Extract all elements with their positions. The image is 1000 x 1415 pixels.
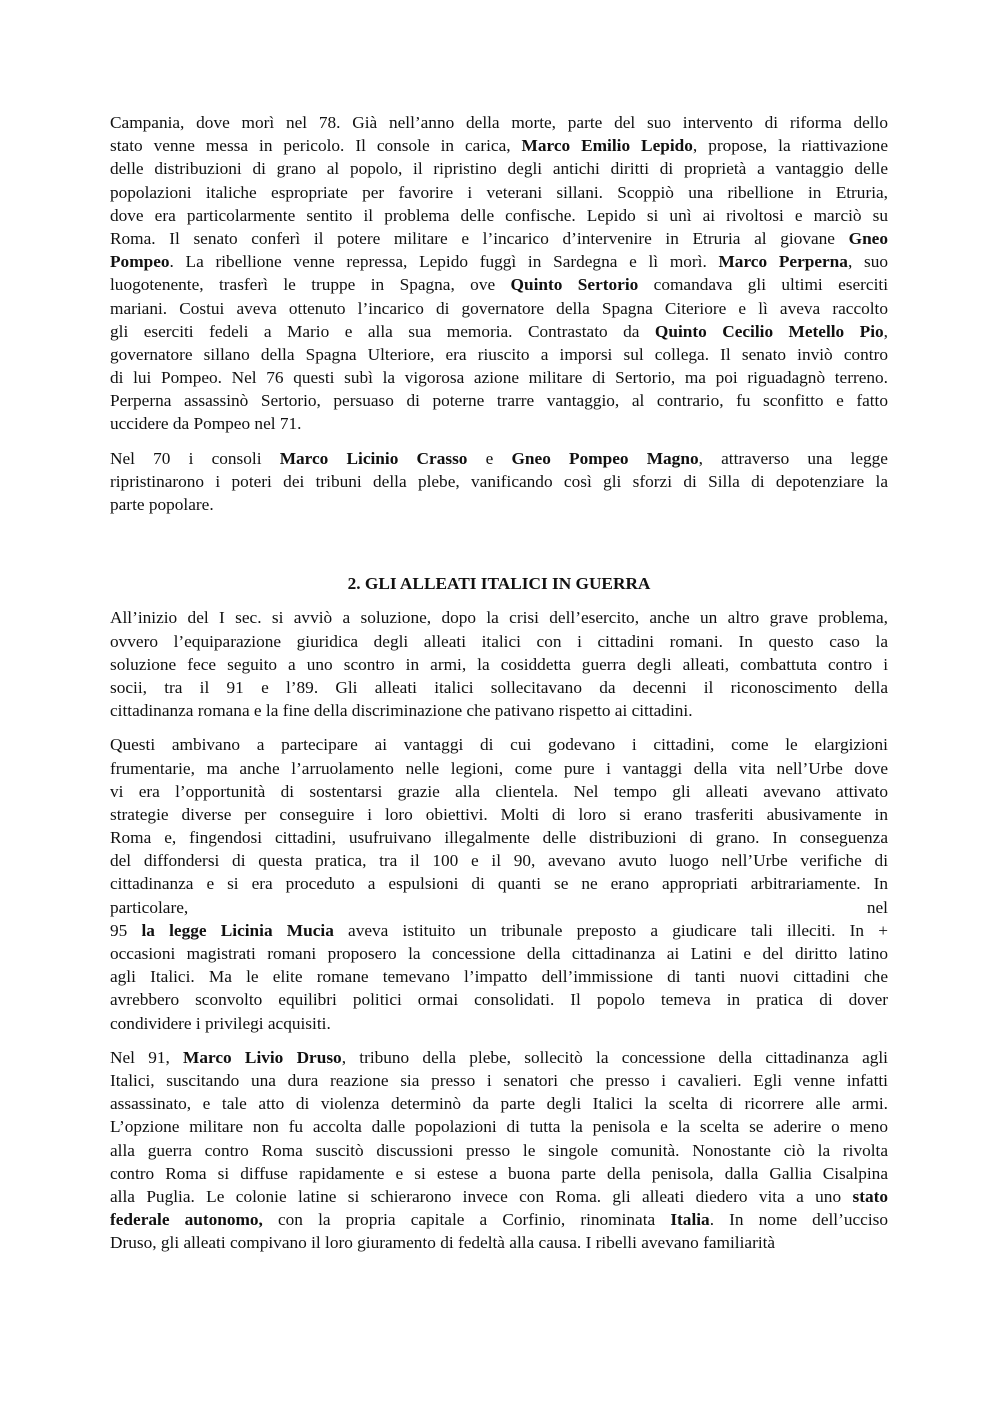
text-run: , propose, la riattivazione xyxy=(692,136,888,156)
text-run: del diffondersi di questa pratica, tra il 100 e il 90, avevano avuto luogo nell’Urbe verifiche di xyxy=(110,851,888,871)
text-run: aveva istituito un tribunale preposto a giudicare tali illeciti. In + xyxy=(333,920,888,940)
paragraph-crasso-pompeo xyxy=(110,447,888,517)
text-line xyxy=(110,1185,888,1208)
text-run: dove era particolarmente sentito il problema delle confische. Lepido si unì ai rivoltosi e marciò su xyxy=(110,205,888,225)
text-run: . In nome dell’ucciso xyxy=(709,1210,888,1230)
text-run: vi era l’opportunità di sostentarsi grazie alla clientela. Nel tempo gli alleati avevano attivato xyxy=(110,781,888,801)
bold-name: Marco Livio Druso xyxy=(183,1047,342,1067)
text-run: Nel 91, xyxy=(110,1047,184,1067)
bold-name: federale autonomo, xyxy=(110,1210,263,1230)
bold-name: Marco Perperna xyxy=(718,252,848,272)
text-line xyxy=(110,803,888,826)
text-run: ripristinarono i poteri dei tribuni della plebe, vanificando così gli sforzi di Silla di depotenziare la xyxy=(110,471,888,491)
text-line xyxy=(110,412,888,435)
text-run: soluzione fece seguito a uno scontro in armi, la cosiddetta guerra degli alleati, combattuta contro i xyxy=(110,654,888,674)
text-line xyxy=(110,297,888,320)
bold-name: Marco Emilio Lepido xyxy=(521,136,693,156)
text-line xyxy=(110,111,888,134)
paragraph-alleati-intro xyxy=(110,606,888,722)
text-line xyxy=(110,1012,888,1035)
paragraph-lepido-sertorio xyxy=(110,111,888,436)
section-heading: 2. GLI ALLEATI ITALICI IN GUERRA xyxy=(347,574,651,594)
text-run: gli eserciti fedeli a Mario e alla sua memoria. Contrastato da xyxy=(110,321,655,341)
bold-name: Marco Licinio Crasso xyxy=(279,448,468,468)
text-run: Questi ambivano a partecipare ai vantaggi di cui godevano i cittadini, come le elargizioni xyxy=(110,735,888,755)
text-line xyxy=(110,227,888,250)
text-line xyxy=(110,653,888,676)
text-line xyxy=(110,896,888,919)
text-run: condividere i privilegi acquisiti. xyxy=(110,1013,331,1033)
text-run: Druso, gli alleati compivano il loro giuramento di fedeltà alla causa. I ribelli avevano familiarità xyxy=(110,1233,776,1253)
text-line xyxy=(110,606,888,629)
text-run: avrebbero sconvolto equilibri politici ormai consolidati. Il popolo temeva in pratica di dover xyxy=(110,990,888,1010)
text-run: L’opzione militare non fu accolta dalle popolazioni di tutta la penisola e la scelta se aderire o meno xyxy=(110,1117,888,1137)
bold-name: stato xyxy=(852,1186,888,1206)
text-line xyxy=(110,1092,888,1115)
text-run: stato venne messa in pericolo. Il console in carica, xyxy=(110,136,522,156)
text-run: socii, tra il 91 e l’89. Gli alleati italici sollecitavano da decenni il riconoscimento della xyxy=(110,677,888,697)
text-line xyxy=(110,676,888,699)
text-line xyxy=(110,343,888,366)
document-page xyxy=(110,111,888,1254)
text-line xyxy=(110,250,888,273)
text-run: Nel 70 i consoli xyxy=(110,448,280,468)
text-line xyxy=(110,389,888,412)
text-run: . La ribellione venne repressa, Lepido fuggì in Sardegna e lì morì. xyxy=(169,252,719,272)
text-line xyxy=(110,470,888,493)
text-line xyxy=(110,273,888,296)
text-line xyxy=(110,826,888,849)
text-run: popolazioni italiche espropriate per favorire i veterani sillani. Scoppiò una ribellione in Etruria, xyxy=(110,182,888,202)
text-run: agli Italici. Ma le elite romane temevano l’impatto dell’immissione di tanti nuovi cittadini che xyxy=(110,967,888,987)
text-run: cittadinanza romana e la fine della discriminazione che pativano rispetto ai cittadini. xyxy=(110,701,693,721)
text-run: Italici, suscitando una dura reazione sia presso i senatori che presso i cavalieri. Egli venne infatti xyxy=(110,1070,888,1090)
text-line xyxy=(110,320,888,343)
text-run: frumentarie, ma anche l’arruolamento nelle legioni, come pure i vantaggi della vita nell’Urbe dove xyxy=(110,758,888,778)
text-line xyxy=(110,157,888,180)
text-run: All’inizio del I sec. si avviò a soluzione, dopo la crisi dell’esercito, anche un altro grave problema, xyxy=(110,608,888,628)
text-line xyxy=(110,733,888,756)
text-line xyxy=(110,630,888,653)
bold-name: Italia xyxy=(670,1210,710,1230)
text-run: con la propria capitale a Corfinio, rinominata xyxy=(262,1210,671,1230)
text-run: strategie diverse per conseguire i loro obiettivi. Molti di loro si erano trasferiti abusivamente in xyxy=(110,804,888,824)
text-line xyxy=(110,493,888,516)
text-line xyxy=(110,1162,888,1185)
text-line xyxy=(110,1139,888,1162)
text-run: alla guerra contro Roma suscitò discussioni presso le singole comunità. Nonostante ciò la rivolta xyxy=(110,1140,888,1160)
text-line xyxy=(110,988,888,1011)
text-run: 95 xyxy=(110,920,142,940)
text-line xyxy=(110,849,888,872)
text-run: , tribuno della plebe, sollecitò la concessione della cittadinanza agli xyxy=(341,1047,888,1067)
text-run: mariani. Costui aveva ottenuto l’incarico di governatore della Spagna Citeriore e lì aveva raccolto xyxy=(110,298,888,318)
text-run: contro Roma si diffuse rapidamente e si estese a buona parte della penisola, dalla Gallia Cisalpina xyxy=(110,1163,888,1183)
text-run: cittadinanza e si era proceduto a espulsioni di quanti se ne erano appropriati arbitrariamente. In xyxy=(110,874,888,894)
text-run: uccidere da Pompeo nel 71. xyxy=(110,414,302,434)
text-line xyxy=(110,757,888,780)
text-run: particolare, nel xyxy=(110,897,888,917)
text-run: alla Puglia. Le colonie latine si schierarono invece con Roma. gli alleati diedero vita a uno xyxy=(110,1186,853,1206)
bold-name: Quinto Cecilio Metello Pio xyxy=(654,321,884,341)
text-line xyxy=(110,965,888,988)
text-run: Roma. Il senato conferì il potere militare e l’incarico d’intervenire in Etruria al giovane xyxy=(110,228,849,248)
text-line xyxy=(110,919,888,942)
text-line xyxy=(110,366,888,389)
text-run: Perperna assassinò Sertorio, persuaso di poterne trarre vantaggio, al contrario, fu sconfitto e fatto xyxy=(110,391,888,411)
text-line xyxy=(110,1115,888,1138)
text-line xyxy=(110,1069,888,1092)
text-line xyxy=(110,1208,888,1231)
text-line xyxy=(110,780,888,803)
text-run: governatore sillano della Spagna Ulteriore, era riuscito a imporsi sul collega. Il senato inviò contro xyxy=(110,344,888,364)
text-run: occasioni magistrati romani proposero la concessione della cittadinanza ai Latini e del diritto latino xyxy=(110,944,888,963)
text-run: ovvero l’equiparazione giuridica degli alleati italici con i cittadini romani. In questo caso la xyxy=(110,631,888,651)
text-run: comandava gli ultimi eserciti xyxy=(638,275,889,295)
paragraph-livio-druso xyxy=(110,1046,888,1255)
text-run: Roma e, fingendosi cittadini, usufruivano illegalmente delle distribuzioni di grano. In conseguenza xyxy=(110,828,888,848)
bold-name: Pompeo xyxy=(110,252,170,272)
text-run: Campania, dove morì nel 78. Già nell’anno della morte, parte del suo intervento di riforma dello xyxy=(110,113,888,132)
text-line xyxy=(110,1046,888,1069)
text-run: , suo xyxy=(847,252,888,272)
text-run: , xyxy=(883,321,888,341)
text-line xyxy=(110,204,888,227)
text-line xyxy=(110,134,888,157)
text-line xyxy=(110,942,888,965)
text-line xyxy=(110,1231,888,1254)
text-run: di lui Pompeo. Nel 76 questi subì la vigorosa azione militare di Sertorio, ma poi riguadagnò terreno. xyxy=(110,368,888,388)
text-line xyxy=(110,181,888,204)
text-line xyxy=(110,872,888,895)
paragraph-vantaggi-cittadini xyxy=(110,733,888,1034)
bold-name: Quinto Sertorio xyxy=(510,275,639,295)
text-run: delle distribuzioni di grano al popolo, il ripristino degli antichi diritti di proprietà a vantaggio delle xyxy=(110,159,888,179)
text-run: assassinato, e tale atto di violenza determinò da parte degli Italici la scelta di ricorrere alle armi. xyxy=(110,1094,888,1114)
bold-name: la legge Licinia Mucia xyxy=(141,920,334,940)
text-line xyxy=(110,447,888,470)
bold-name: Gneo xyxy=(848,228,888,248)
text-run: e xyxy=(467,448,512,468)
text-run: luogotenente, trasferì le truppe in Spagna, ove xyxy=(110,275,511,295)
bold-name: Gneo Pompeo Magno xyxy=(511,448,699,468)
text-line xyxy=(110,699,888,722)
text-run: , attraverso una legge xyxy=(698,448,888,468)
text-run: parte popolare. xyxy=(110,495,214,514)
